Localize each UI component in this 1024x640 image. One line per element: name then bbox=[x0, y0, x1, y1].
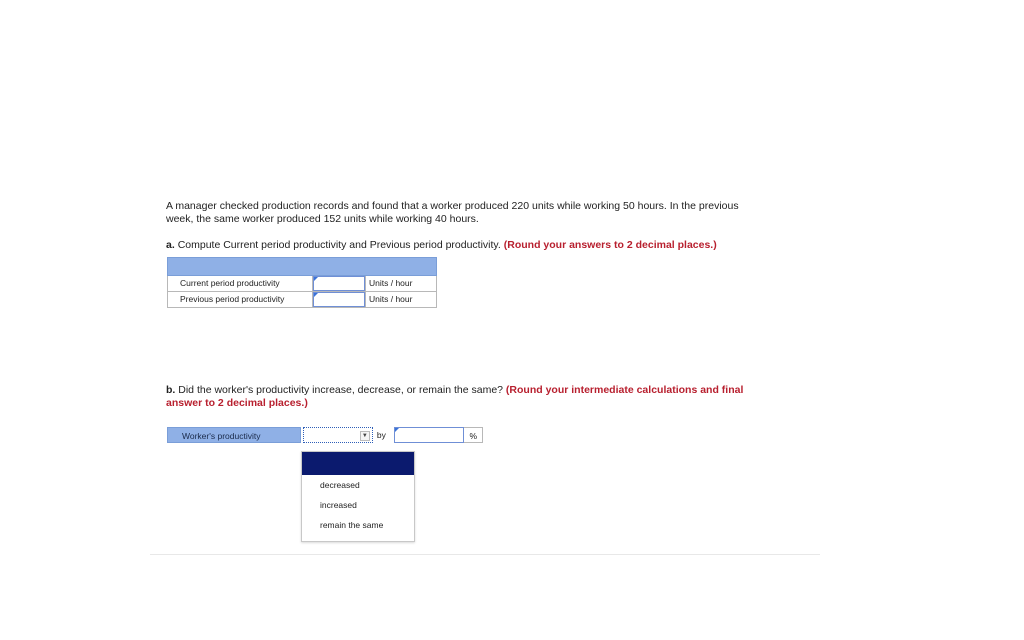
dropdown-option-decreased[interactable]: decreased bbox=[320, 480, 360, 490]
current-productivity-label: Current period productivity bbox=[168, 276, 313, 291]
percent-unit: % bbox=[464, 427, 483, 443]
change-direction-select[interactable] bbox=[303, 427, 373, 443]
change-direction-dropdown bbox=[301, 451, 415, 542]
productivity-change-row bbox=[167, 427, 483, 443]
flag-icon bbox=[314, 293, 318, 297]
current-productivity-field[interactable] bbox=[313, 276, 365, 291]
by-label: by bbox=[376, 430, 386, 440]
percent-change-input[interactable] bbox=[395, 428, 463, 442]
part-a-instruction: (Round your answers to 2 decimal places.) bbox=[503, 239, 717, 251]
percent-change-field[interactable] bbox=[394, 427, 464, 443]
part-b-text: Did the worker's productivity increase, decrease, or remain the same? bbox=[178, 384, 503, 396]
part-b-question bbox=[166, 384, 766, 410]
chevron-down-icon[interactable]: ▼ bbox=[360, 431, 370, 441]
previous-productivity-input[interactable] bbox=[314, 293, 364, 306]
part-a-text: Compute Current period productivity and Previous period productivity. bbox=[177, 239, 501, 251]
current-unit: Units / hour bbox=[365, 276, 436, 291]
part-a-question bbox=[166, 239, 717, 251]
worker-productivity-label: Worker's productivity bbox=[167, 427, 301, 443]
current-productivity-input[interactable] bbox=[314, 277, 364, 290]
part-b-instruction: (Round your intermediate calculations and final answer to 2 decimal places.) bbox=[166, 384, 744, 409]
dropdown-option-increased[interactable]: increased bbox=[320, 500, 357, 510]
table-row bbox=[167, 276, 437, 292]
dropdown-option-remain-same[interactable]: remain the same bbox=[320, 520, 384, 530]
problem-statement: A manager checked production records and found that a worker produced 220 units while working 50 hours. In the previous week, the same worker produced 152 units while working 40 hours. bbox=[166, 200, 739, 225]
table-header bbox=[167, 257, 437, 276]
previous-unit: Units / hour bbox=[365, 292, 436, 307]
previous-productivity-label: Previous period productivity bbox=[168, 292, 313, 307]
part-b-prefix: b. bbox=[166, 384, 176, 396]
productivity-table bbox=[167, 257, 437, 308]
flag-icon bbox=[395, 428, 399, 432]
divider bbox=[150, 554, 820, 555]
flag-icon bbox=[314, 277, 318, 281]
table-row bbox=[167, 292, 437, 308]
dropdown-highlighted-option[interactable] bbox=[302, 452, 414, 475]
part-a-prefix: a. bbox=[166, 239, 175, 251]
previous-productivity-field[interactable] bbox=[313, 292, 365, 307]
